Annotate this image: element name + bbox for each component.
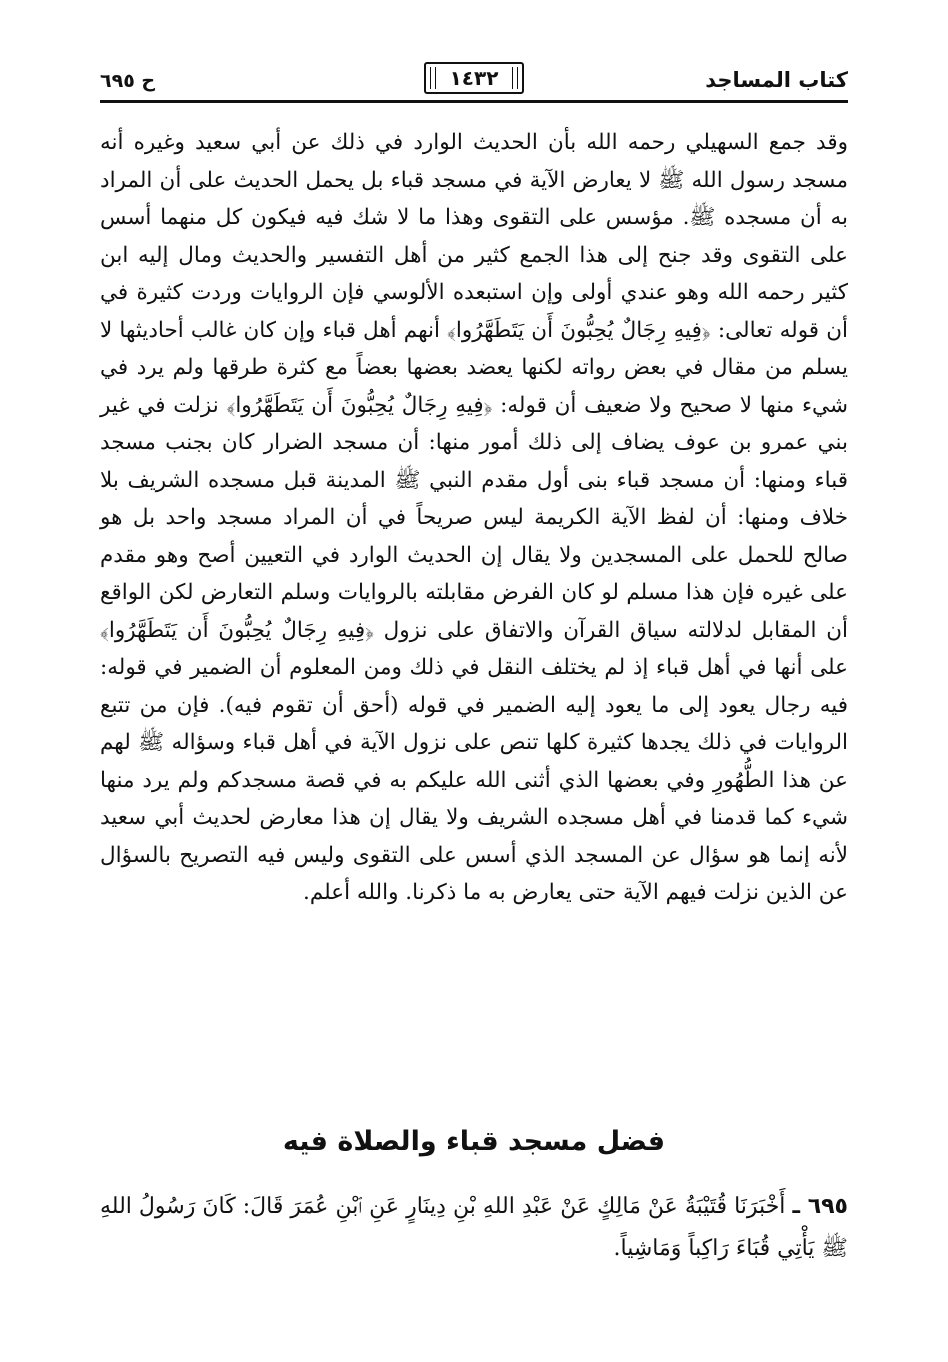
page-number: ١٤٣٢ [424, 62, 524, 94]
commentary-paragraph: وقد جمع السهيلي رحمه الله بأن الحديث الوارد في ذلك عن أبي سعيد وغيره أنه مسجد رسول الله ﷺ لا يعارض الآية في مسجد قباء بل يحمل الحديث على أن المراد به أن مسجده ﷺ. مؤسس على التقوى وهذا ما لا شك فيه فيكون كل منهما أسس على التقوى وقد جنح إلى هذا الجمع كثير من أهل التفسير والحديث ومال إليه ابن كثير رحمه الله وهو عندي أولى وإن استبعده الألوسي فإن الروايات وردت كثيرة في أن قوله تعالى: ﴿فِيهِ رِجَالٌ يُحِبُّونَ أَن يَتَطَهَّرُوا﴾ أنهم أهل قباء وإن كان غالب أحاديثها لا يسلم من مقال في بعض رواته لكنها يعضد بعضها بعضاً مع كثرة طرقها ولم يرد في شيء منها لا صحيح ولا ضعيف أن قوله: ﴿فِيهِ رِجَالٌ يُحِبُّونَ أَن يَتَطَهَّرُوا﴾ نزلت في غير بني عمرو بن عوف يضاف إلى ذلك أمور منها: أن مسجد الضرار كان بجنب مسجد قباء ومنها: أن مسجد قباء بنى أول مقدم النبي ﷺ المدينة قبل مسجده الشريف بلا خلاف ومنها: أن لفظ الآية الكريمة ليس صريحاً في أن المراد مسجد واحد بل هو صالح للحمل على المسجدين ولا يقال إن الحديث الوارد في التعيين أصح وهو مقدم على غيره فإن هذا مسلم لو كان الفرض مقابلته بالروايات وسلم التعارض لكن الواقع أن المقابل لدلالته سياق القرآن والاتفاق على نزول ﴿فِيهِ رِجَالٌ يُحِبُّونَ أَن يَتَطَهَّرُوا﴾ على أنها في أهل قباء إذ لم يختلف النقل في ذلك ومن المعلوم أن الضمير في قوله: فيه رجال يعود إلى ما يعود إليه الضمير في قوله (أحق أن تقوم فيه). فإن من تتبع الروايات في ذلك يجدها كثيرة كلها تنص على نزول الآية في أهل قباء وسؤاله ﷺ لهم عن هذا الطُّهُورِ وفي بعضها الذي أثنى الله عليكم به في قصة مسجدكم ولم يرد منها شيء كما قدمنا في أهل مسجده الشريف ولا يقال إن هذا معارض لحديث أبي سعيد لأنه إنما هو سؤال عن المسجد الذي أسس على التقوى وليس فيه التصريح بالسؤال عن الذين نزلت فيهم الآية حتى يعارض به ما ذكرنا. والله أعلم. [100, 130, 848, 905]
section-heading: فضل مسجد قباء والصلاة فيه [282, 1126, 666, 1157]
commentary-body [100, 124, 848, 912]
hadith-text-line [100, 1186, 848, 1270]
hadith-text: أَخْبَرَنَا قُتَيْبَةُ عَنْ مَالِكٍ عَنْ عَبْدِ اللهِ بْنِ دِينَارٍ عَنِ ٱبْنِ عُمَرَ قَالَ: كَانَ رَسُولُ اللهِ ﷺ يَأْتِي قُبَاءَ رَاكِباً وَمَاشِياً. [100, 1194, 848, 1261]
hadith-number: ٦٩٥ ـ [792, 1194, 848, 1219]
hadith-reference: ح ٦٩٥ [100, 70, 156, 92]
page-header [100, 62, 848, 103]
hadith-block [100, 1186, 848, 1270]
book-chapter-title: كتاب المساجد [705, 68, 848, 92]
